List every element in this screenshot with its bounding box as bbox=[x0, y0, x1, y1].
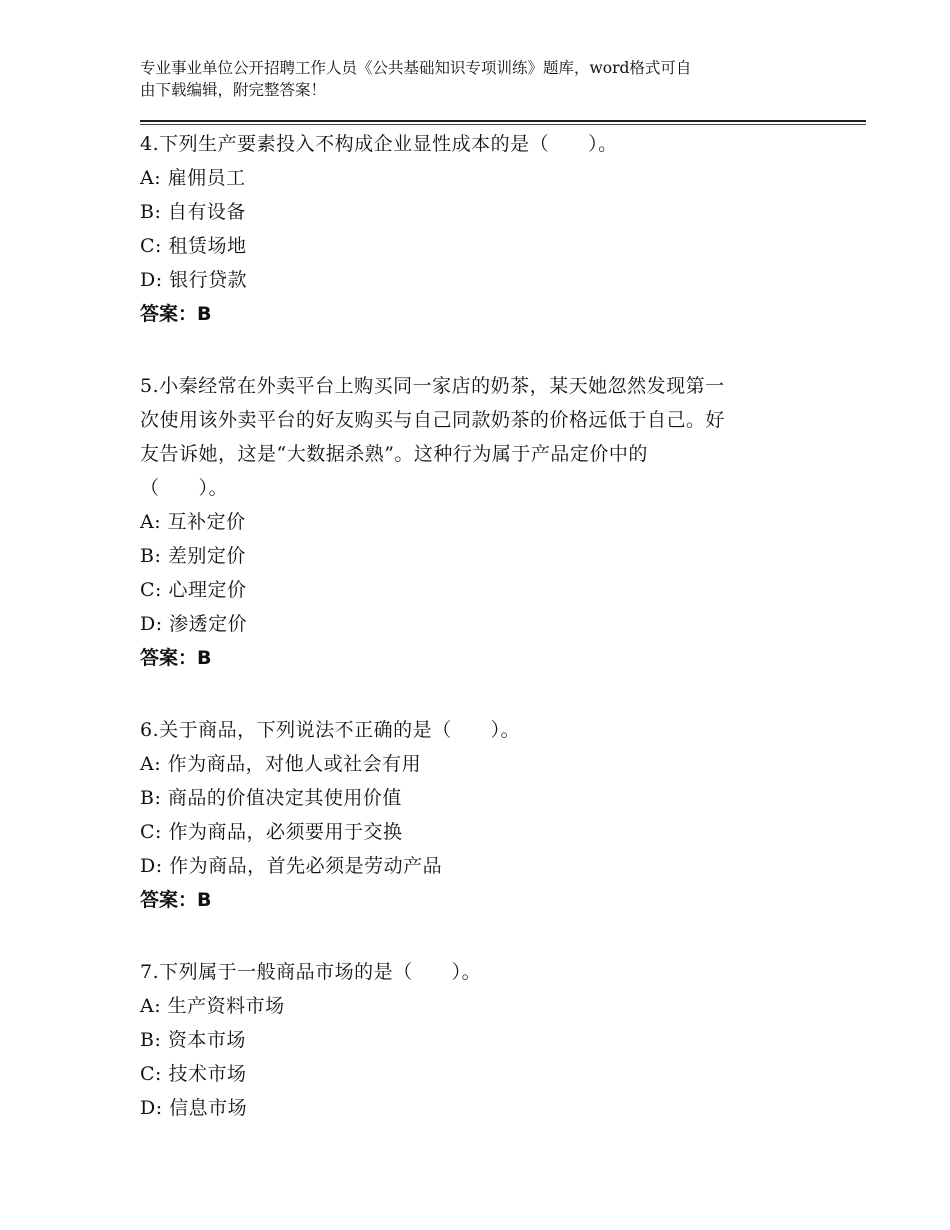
question-stem: 友告诉她，这是“大数据杀熟”。这种行为属于产品定价中的 bbox=[140, 443, 648, 465]
header-divider-thin bbox=[140, 124, 866, 125]
question-stem: 6.关于商品，下列说法不正确的是（ ）。 bbox=[140, 719, 521, 741]
header-divider-thick bbox=[140, 120, 866, 122]
question-7 bbox=[140, 955, 820, 1125]
option-d: D: 银行贷款 bbox=[140, 269, 248, 291]
question-list bbox=[140, 127, 820, 1163]
option-b: B: 自有设备 bbox=[140, 201, 246, 223]
option-a: A: 雇佣员工 bbox=[140, 167, 246, 189]
question-stem: 5.小秦经常在外卖平台上购买同一家店的奶茶，某天她忽然发现第一 bbox=[140, 375, 725, 397]
header-line-1: 专业事业单位公开招聘工作人员《公共基础知识专项训练》题库，word格式可自 bbox=[140, 59, 692, 77]
option-a: A: 生产资料市场 bbox=[140, 995, 285, 1017]
header-line-2: 由下载编辑，附完整答案！ bbox=[140, 81, 327, 99]
option-c: C: 技术市场 bbox=[140, 1063, 247, 1085]
option-b: B: 差别定价 bbox=[140, 545, 246, 567]
question-stem: 次使用该外卖平台的好友购买与自己同款奶茶的价格远低于自己。好 bbox=[140, 409, 726, 431]
question-stem: （ ）。 bbox=[140, 477, 229, 499]
option-c: C: 心理定价 bbox=[140, 579, 247, 601]
option-a: A: 互补定价 bbox=[140, 511, 246, 533]
option-c: C: 作为商品，必须要用于交换 bbox=[140, 821, 403, 843]
document-header bbox=[140, 57, 820, 101]
answer-line: 答案：B bbox=[140, 889, 212, 911]
question-stem: 7.下列属于一般商品市场的是（ ）。 bbox=[140, 961, 482, 983]
option-b: B: 资本市场 bbox=[140, 1029, 246, 1051]
question-4 bbox=[140, 127, 820, 331]
option-d: D: 作为商品，首先必须是劳动产品 bbox=[140, 855, 443, 877]
answer-line: 答案：B bbox=[140, 303, 212, 325]
option-d: D: 信息市场 bbox=[140, 1097, 248, 1119]
option-b: B: 商品的价值决定其使用价值 bbox=[140, 787, 402, 809]
option-d: D: 渗透定价 bbox=[140, 613, 248, 635]
question-stem: 4.下列生产要素投入不构成企业显性成本的是（ ）。 bbox=[140, 133, 618, 155]
option-a: A: 作为商品，对他人或社会有用 bbox=[140, 753, 422, 775]
question-5 bbox=[140, 369, 820, 675]
answer-line: 答案：B bbox=[140, 647, 212, 669]
option-c: C: 租赁场地 bbox=[140, 235, 247, 257]
question-6 bbox=[140, 713, 820, 917]
